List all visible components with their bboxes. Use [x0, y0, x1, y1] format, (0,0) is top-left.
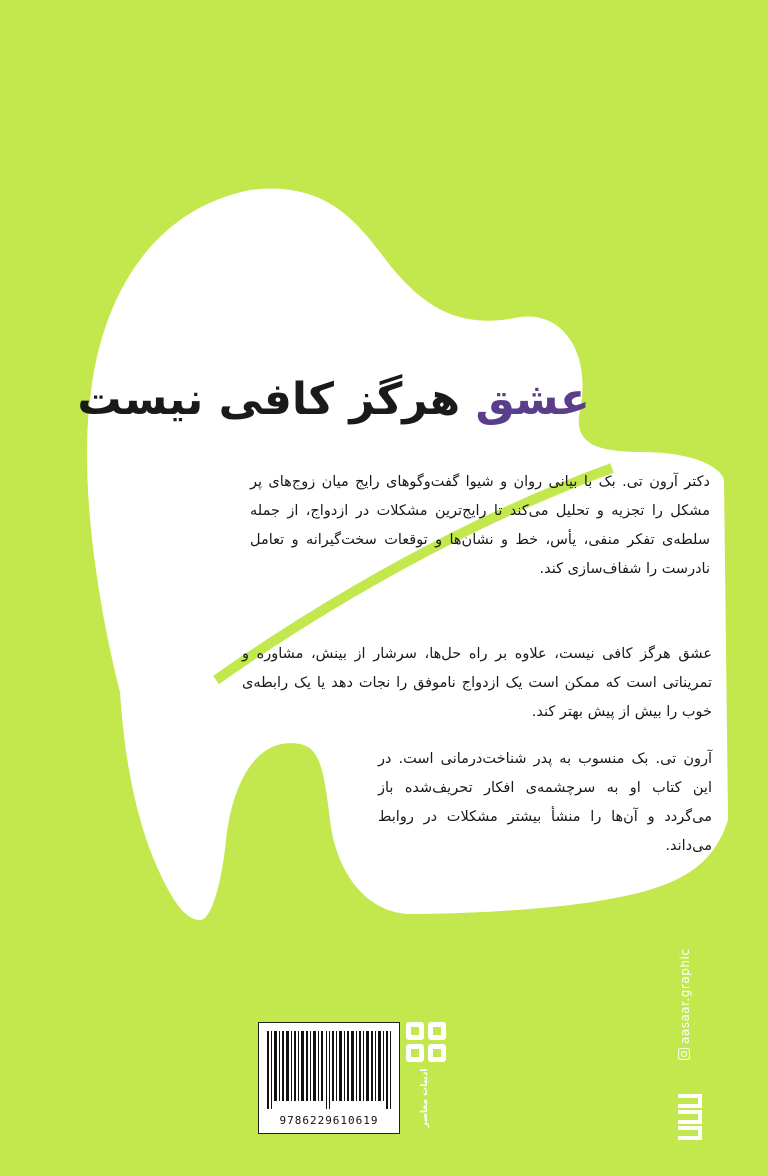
isbn-number: 9786229610619 — [279, 1114, 379, 1127]
publisher-name: ادبیات معاصر — [420, 1068, 430, 1128]
imprint-mark-icon — [674, 1092, 704, 1142]
designer-instagram — [678, 949, 692, 1060]
blurb-paragraph-3: آرون تی. بک منسوب به پدر شناخت‌درمانی است. در این کتاب او به سرچشمه‌ی افکار تحریف‌شده باز می‌گردد و آن‌ها را منشأ بیشتر مشکلات در روابط می‌داند. — [378, 751, 712, 854]
book-title — [77, 370, 590, 430]
designer-handle: aasaar.graphic — [678, 948, 692, 1044]
blurb-paragraph-2: عشق هرگز کافی نیست، علاوه بر راه حل‌ها، سرشار از بینش، مشاوره و تمریناتی است که ممکن است یک ازدواج ناموفق را نجات دهد یا یک رابطه‌ی خوب را بیش از پیش بهتر کند. — [242, 646, 712, 720]
title-rest: هرگز کافی نیست — [77, 374, 461, 425]
barcode-bars — [265, 1031, 393, 1109]
title-word-love: عشق — [475, 374, 590, 425]
blurb-paragraph-1: دکتر آرون تی. بک با بیانی روان و شیوا گفت‌وگوهای رایج میان زوج‌های پر مشکل را تجزیه و تحلیل می‌کند تا رایج‌ترین مشکلات در ازدواج، از جمله سلطه‌ی تفکر منفی، یأس، خط و نشان‌ها و توقعات سخت‌گیرانه و تعامل نادرست را شفاف‌سازی کند. — [250, 474, 710, 577]
instagram-icon — [678, 1048, 690, 1060]
publisher-logo — [404, 1020, 450, 1140]
isbn-barcode — [258, 1022, 400, 1134]
